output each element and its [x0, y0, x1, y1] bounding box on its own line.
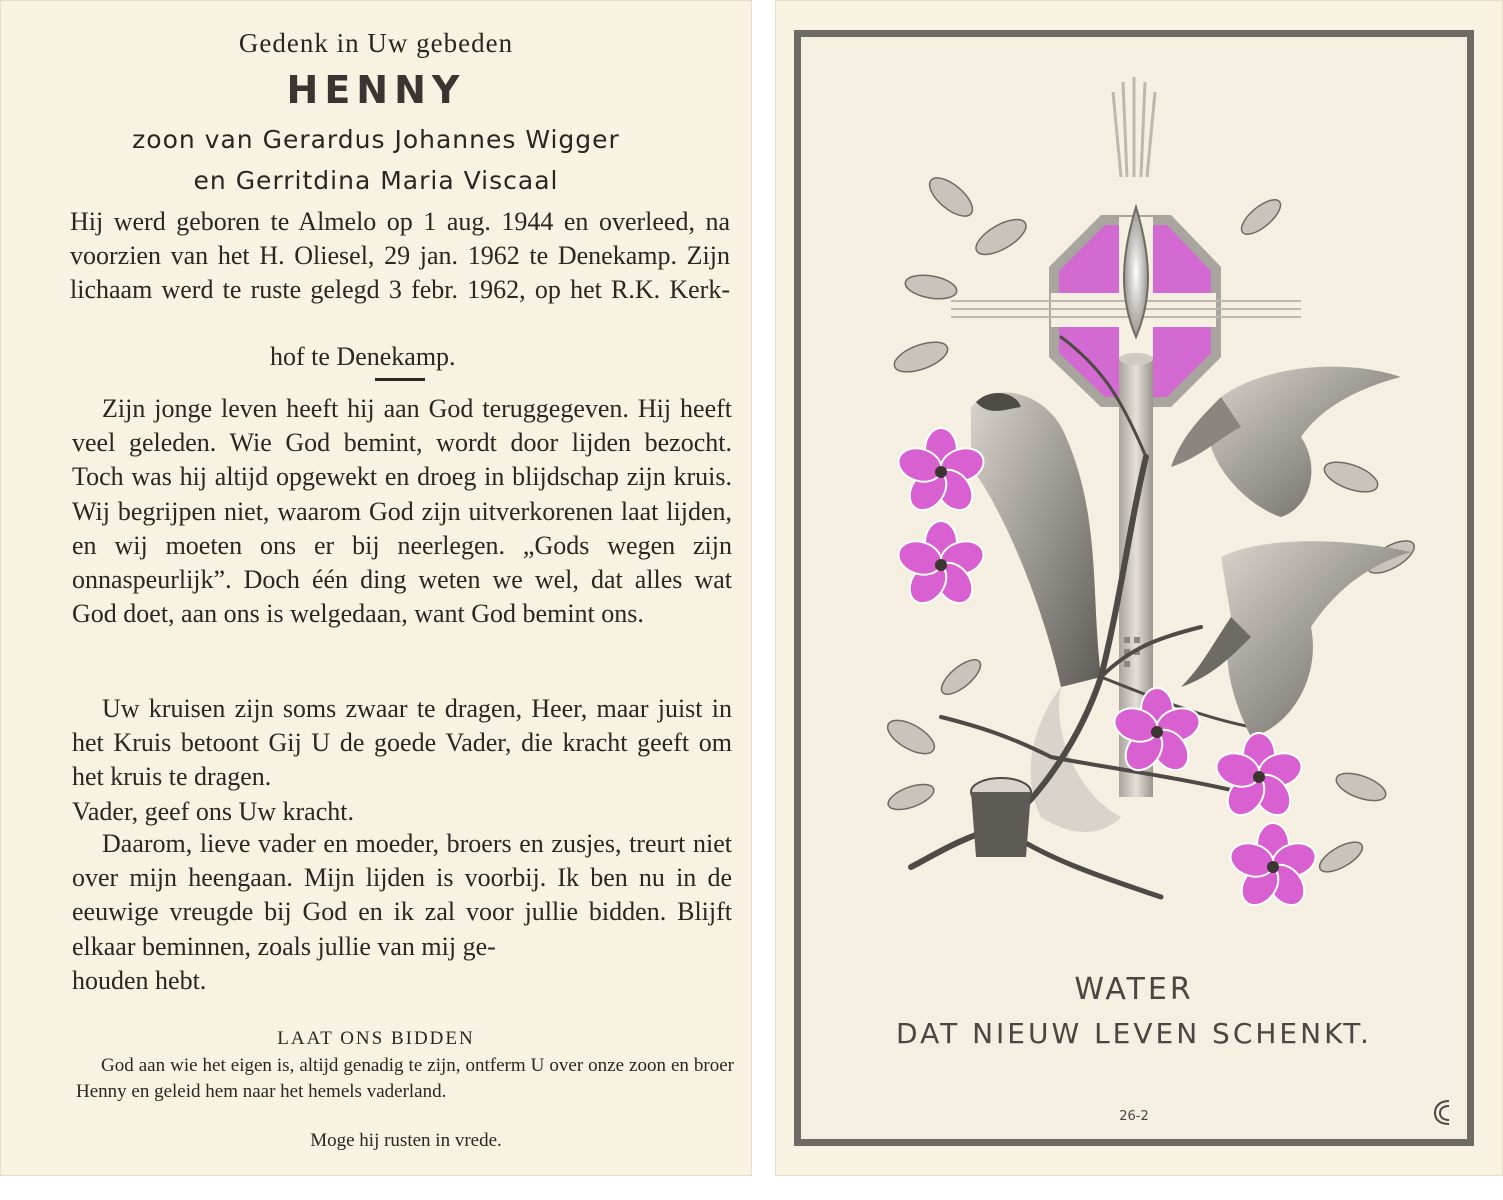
closing-line: Moge hij rusten in vrede.	[310, 1130, 502, 1151]
parents-line-1: zoon van Gerardus Johannes Wigger	[132, 125, 620, 154]
flower-icon	[894, 521, 988, 610]
deceased-name: HENNY	[286, 68, 466, 112]
devotional-image-card	[775, 0, 1503, 1176]
picture-frame	[794, 30, 1474, 1146]
paragraph-3-end: houden hebt.	[72, 965, 207, 995]
prayer-text: God aan wie het eigen is, altijd genadig te zijn, ontferm U over onze zoon en broer Henny en geleid hem naar het hemels vaderland.	[76, 1055, 734, 1102]
flower-icon	[1212, 733, 1306, 822]
paragraph-1-text: Zijn jonge leven heeft hij aan God teruggegeven. Hij heeft veel geleden. Wie God bemint, wordt door lijden bezocht. Toch was hij altijd opgewekt en droeg in blijdschap zijn kruis. Wij begrijpen niet, waarom God zijn uitverkorenen laat lijden, en wij moeten ons er bij neerlegen. „Gods wegen zijn onnaspeurlijk”. Doch één ding weten we wel, dat alles wat God doet, aan ons is welgedaan, want God bemint ons.	[72, 394, 732, 629]
parents-line-2: en Gerritdina Maria Viscaal	[193, 166, 559, 195]
memorial-line: Gedenk in Uw gebeden	[238, 28, 514, 58]
publisher-mark-icon	[1431, 1097, 1453, 1127]
handwritten-underline	[375, 378, 425, 381]
paragraph-2-text: Uw kruisen zijn soms zwaar te dragen, Heer, maar juist in het Kruis betoont Gij U de goede Vader, die kracht geeft om het kruis te dragen.	[72, 694, 732, 792]
biography-end: hof te Denekamp.	[270, 342, 456, 371]
paragraph-1	[72, 392, 732, 631]
paragraph-3	[72, 827, 732, 998]
prayer-title: LAAT ONS BIDDEN	[277, 1028, 475, 1049]
light-rays	[1113, 77, 1155, 177]
tree-stump-icon	[971, 778, 1031, 857]
card-number: 26-2	[1119, 1109, 1149, 1124]
biography-text: Hij werd geboren te Almelo op 1 aug. 1944 en overleed, na voorzien van het H. Oliesel, 29 jan. 1962 te Denekamp. Zijn lichaam werd te ruste gelegd 3 febr. 1962, op het R.K. Kerk-	[70, 207, 730, 304]
flower-icon	[1226, 823, 1320, 912]
devotional-illustration	[801, 37, 1467, 957]
memorial-text-card	[0, 0, 752, 1176]
dove-icon	[1171, 367, 1401, 517]
motto-line-1: WATER	[1074, 972, 1194, 1007]
motto-line-2: DAT NIEUW LEVEN SCHENKT.	[896, 1017, 1372, 1050]
paragraph-2	[72, 692, 732, 829]
paragraph-3-text: Daarom, lieve vader en moeder, broers en zusjes, treurt niet over mijn heengaan. Mijn lijden is voorbij. Ik ben nu in de eeuwige vreugde bij God en ik zal voor jullie bidden. Blijft elkaar beminnen, zoals jullie van mij ge-	[72, 829, 732, 961]
paragraph-2-end: Vader, geef ons Uw kracht.	[72, 796, 354, 826]
